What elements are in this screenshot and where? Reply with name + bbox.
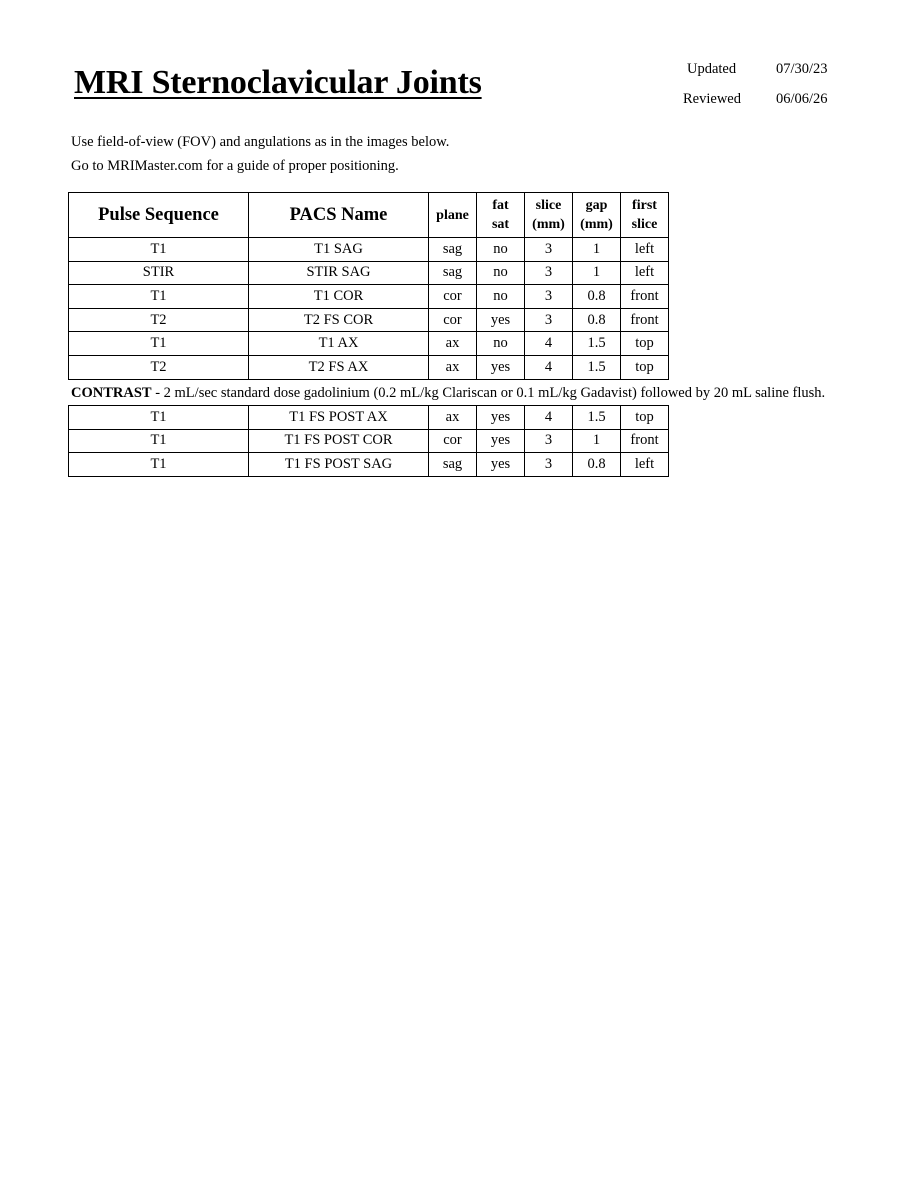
- cell-pacs-name: T1 FS POST COR: [249, 429, 429, 453]
- cell-fat-sat: no: [477, 238, 525, 262]
- cell-first-slice: left: [621, 238, 669, 262]
- cell-pacs-name: T2 FS AX: [249, 355, 429, 379]
- cell-plane: ax: [429, 406, 477, 430]
- col-header-first-slice: [621, 193, 669, 238]
- table-row: [69, 308, 669, 332]
- cell-gap: 1.5: [573, 332, 621, 356]
- cell-pulse-sequence: T1: [69, 453, 249, 477]
- cell-plane: sag: [429, 261, 477, 285]
- cell-slice: 4: [525, 355, 573, 379]
- cell-first-slice: top: [621, 406, 669, 430]
- contrast-label: CONTRAST: [71, 385, 152, 401]
- cell-slice: 3: [525, 238, 573, 262]
- cell-fat-sat: no: [477, 261, 525, 285]
- cell-first-slice: left: [621, 261, 669, 285]
- cell-pacs-name: T1 COR: [249, 285, 429, 309]
- reviewed-date: 06/06/26: [776, 91, 828, 107]
- cell-slice: 3: [525, 308, 573, 332]
- col-header-fat-sat: [477, 193, 525, 238]
- cell-pulse-sequence: T1: [69, 406, 249, 430]
- cell-pulse-sequence: T2: [69, 355, 249, 379]
- cell-pulse-sequence: T1: [69, 429, 249, 453]
- table-row: [69, 406, 669, 430]
- cell-pulse-sequence: T1: [69, 332, 249, 356]
- cell-fat-sat: no: [477, 285, 525, 309]
- table-row: [69, 355, 669, 379]
- cell-slice: 3: [525, 429, 573, 453]
- cell-fat-sat: yes: [477, 308, 525, 332]
- intro-line-positioning: Go to MRIMaster.com for a guide of proper positioning.: [71, 158, 399, 174]
- col-header-pulse-sequence: Pulse Sequence: [69, 193, 249, 238]
- cell-fat-sat: yes: [477, 355, 525, 379]
- col-header-slice: [525, 193, 573, 238]
- col-header-gap-line2: (mm): [580, 217, 613, 232]
- cell-gap: 0.8: [573, 285, 621, 309]
- contrast-note: [71, 385, 825, 402]
- cell-pulse-sequence: T1: [69, 285, 249, 309]
- table-header-row: [69, 193, 669, 238]
- cell-fat-sat: yes: [477, 453, 525, 477]
- cell-slice: 3: [525, 453, 573, 477]
- reviewed-label: Reviewed: [683, 91, 741, 107]
- table-row: [69, 261, 669, 285]
- col-header-pacs-name: PACS Name: [249, 193, 429, 238]
- col-header-fat-sat-line2: sat: [491, 217, 510, 232]
- cell-slice: 4: [525, 332, 573, 356]
- cell-pacs-name: STIR SAG: [249, 261, 429, 285]
- updated-label: Updated: [687, 61, 737, 77]
- updated-date: 07/30/23: [776, 61, 828, 77]
- cell-slice: 3: [525, 261, 573, 285]
- cell-first-slice: front: [621, 285, 669, 309]
- col-header-fat-sat-line1: fat: [492, 198, 509, 213]
- cell-pacs-name: T1 SAG: [249, 238, 429, 262]
- cell-first-slice: front: [621, 429, 669, 453]
- cell-fat-sat: no: [477, 332, 525, 356]
- table-row: [69, 238, 669, 262]
- cell-plane: sag: [429, 453, 477, 477]
- cell-pacs-name: T1 FS POST AX: [249, 406, 429, 430]
- protocol-table: [68, 192, 669, 380]
- cell-plane: sag: [429, 238, 477, 262]
- cell-plane: cor: [429, 308, 477, 332]
- cell-fat-sat: yes: [477, 429, 525, 453]
- cell-first-slice: top: [621, 332, 669, 356]
- cell-pulse-sequence: STIR: [69, 261, 249, 285]
- cell-gap: 1: [573, 238, 621, 262]
- cell-pulse-sequence: T2: [69, 308, 249, 332]
- cell-plane: cor: [429, 429, 477, 453]
- cell-gap: 1: [573, 429, 621, 453]
- cell-gap: 0.8: [573, 453, 621, 477]
- cell-gap: 1: [573, 261, 621, 285]
- cell-slice: 4: [525, 406, 573, 430]
- table-row: [69, 332, 669, 356]
- contrast-text: - 2 mL/sec standard dose gadolinium (0.2 mL/kg Clariscan or 0.1 mL/kg Gadavist) followed by 20 mL saline flush.: [151, 385, 826, 401]
- col-header-first-slice-line2: slice: [631, 217, 658, 232]
- cell-plane: ax: [429, 355, 477, 379]
- cell-pacs-name: T1 FS POST SAG: [249, 453, 429, 477]
- cell-slice: 3: [525, 285, 573, 309]
- col-header-first-slice-line1: first: [632, 198, 657, 213]
- cell-first-slice: front: [621, 308, 669, 332]
- table-row: [69, 453, 669, 477]
- cell-first-slice: top: [621, 355, 669, 379]
- cell-fat-sat: yes: [477, 406, 525, 430]
- table-row: [69, 285, 669, 309]
- col-header-slice-line1: slice: [535, 198, 562, 213]
- cell-gap: 1.5: [573, 406, 621, 430]
- cell-gap: 1.5: [573, 355, 621, 379]
- cell-pacs-name: T1 AX: [249, 332, 429, 356]
- col-header-gap: [573, 193, 621, 238]
- cell-gap: 0.8: [573, 308, 621, 332]
- col-header-plane: plane: [429, 193, 477, 238]
- cell-plane: cor: [429, 285, 477, 309]
- post-contrast-table: [68, 405, 669, 477]
- cell-pacs-name: T2 FS COR: [249, 308, 429, 332]
- col-header-gap-line1: gap: [585, 198, 608, 213]
- col-header-slice-line2: (mm): [532, 217, 565, 232]
- table-row: [69, 429, 669, 453]
- intro-line-fov: Use field-of-view (FOV) and angulations as in the images below.: [71, 134, 450, 150]
- cell-plane: ax: [429, 332, 477, 356]
- cell-pulse-sequence: T1: [69, 238, 249, 262]
- page-title: MRI Sternoclavicular Joints: [74, 64, 482, 101]
- cell-first-slice: left: [621, 453, 669, 477]
